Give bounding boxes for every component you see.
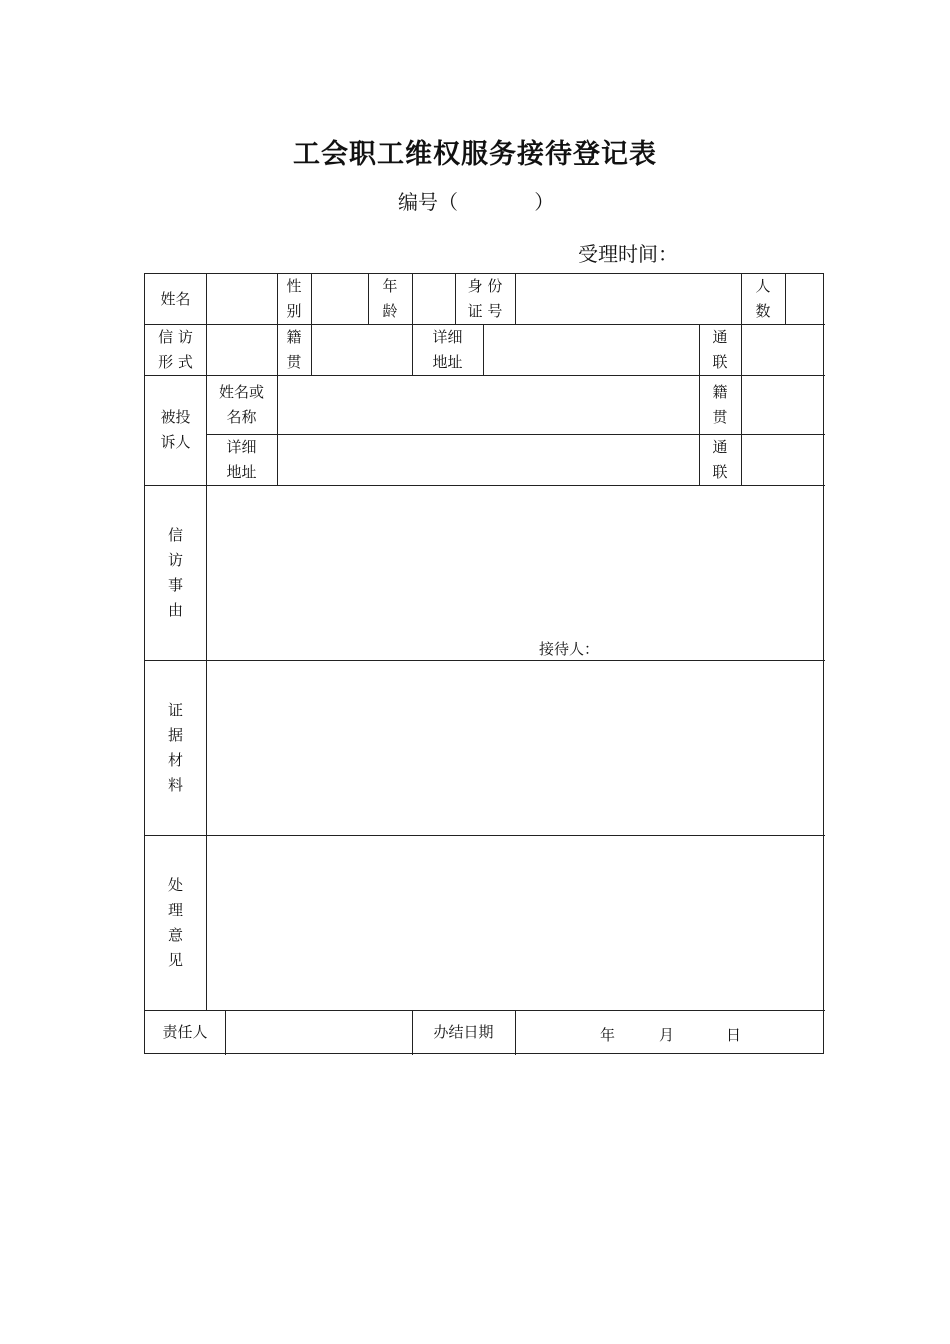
accept-time-label: 受理时间： (578, 242, 678, 266)
age-label: 年 龄 (382, 277, 398, 320)
serial-number-label: 编号（ (398, 190, 458, 214)
respondent-name-label: 姓名或 名称 (218, 382, 264, 426)
respondent-label: 被投 诉人 (160, 408, 191, 451)
respondent-contact-label: 通 联 (712, 437, 728, 481)
contact-label: 通 联 (712, 327, 728, 371)
form-title: 工会职工维权服务接待登记表 (293, 139, 657, 170)
date-day-label: 日 (726, 1026, 742, 1044)
people-count-label: 人 数 (755, 277, 771, 320)
date-year-label: 年 (600, 1026, 616, 1044)
receiver-label: 接待人： (539, 640, 600, 658)
respondent-address-label: 详细 地址 (226, 437, 257, 481)
native-place-label: 籍 贯 (286, 327, 302, 371)
address-label: 详细 地址 (432, 327, 463, 371)
handling-opinion-label: 处 理 意 见 (167, 875, 183, 969)
gender-label: 性 别 (286, 277, 302, 320)
petition-reason-label: 信 访 事 由 (167, 525, 183, 619)
serial-number (398, 186, 554, 215)
name-label: 姓名 (160, 289, 191, 308)
completion-date-label: 办结日期 (433, 1023, 494, 1041)
responsible-person-label: 责任人 (162, 1023, 208, 1041)
registration-form-table (144, 273, 824, 1054)
respondent-native-place-label: 籍 贯 (712, 382, 728, 426)
date-month-label: 月 (659, 1026, 675, 1044)
visit-form-label: 信 访 形 式 (158, 327, 193, 371)
id-number-label: 身 份 证 号 (467, 277, 503, 320)
serial-number-close: ） (534, 190, 555, 214)
evidence-label: 证 据 材 料 (167, 700, 183, 794)
